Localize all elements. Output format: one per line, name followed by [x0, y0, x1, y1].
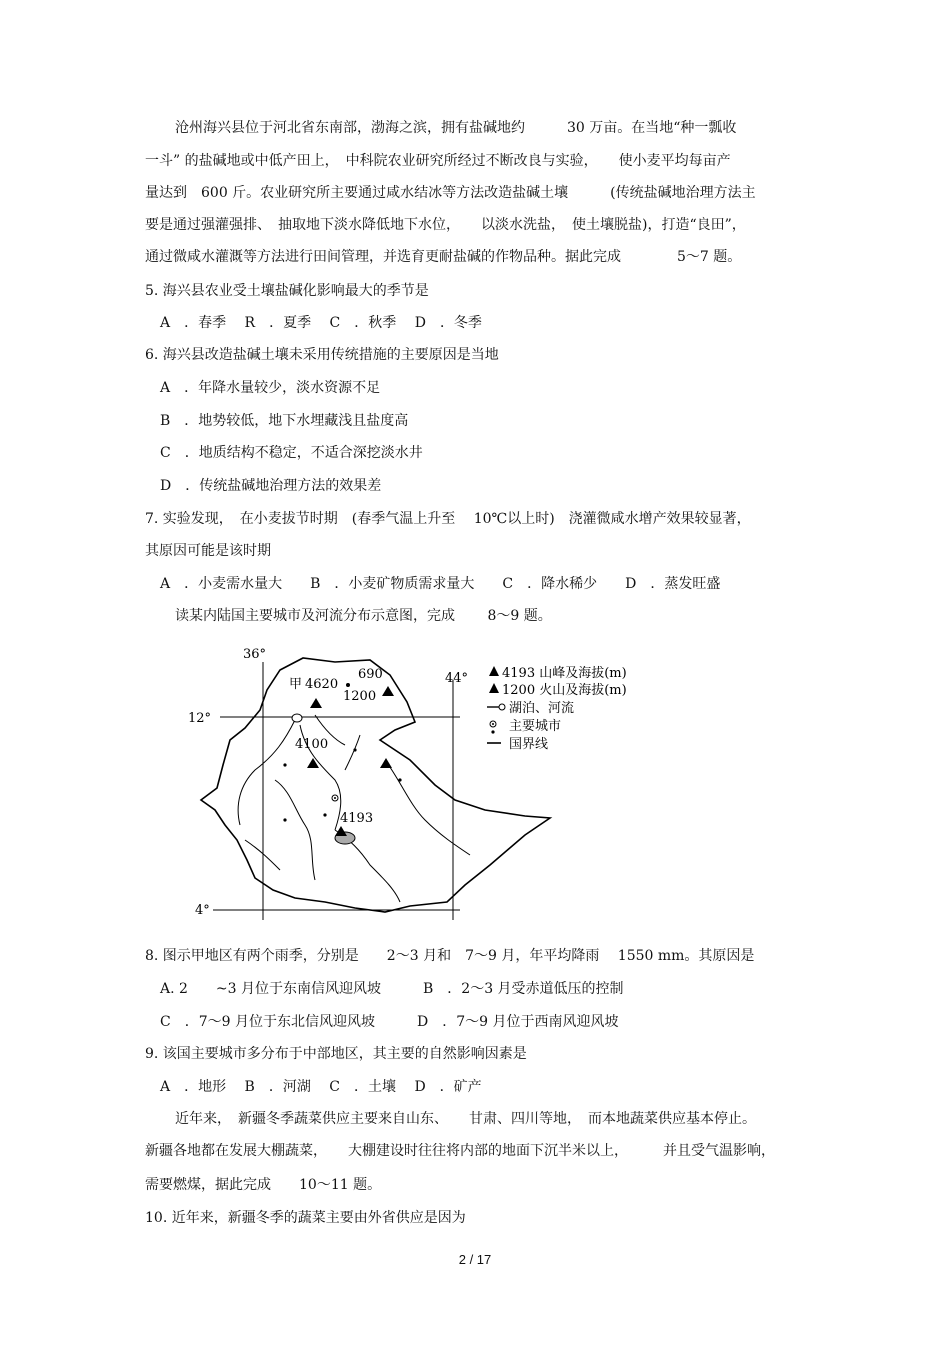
rivers	[238, 715, 470, 902]
question-7-stem-1: 7. 实验发现， 在小麦拔节时期 (春季气温上升至 10℃以上时) 浇灌微咸水增产效果较显著，	[145, 511, 751, 527]
question-8-options-ab: A. 2 ~3 月位于东南信风迎风坡 B ．2～3 月受赤道低压的控制	[160, 981, 624, 997]
peak-4620-icon	[310, 698, 322, 708]
map-legend	[487, 665, 627, 752]
question-8-stem: 8. 图示甲地区有两个雨季，分别是 2～3 月和 7～9 月，年平均降雨 1550 mm。其原因是	[145, 948, 755, 964]
passage1-line-5: 通过微咸水灌溉等方法进行田间管理，并选育更耐盐碱的作物品种。据此完成 5～7 题。	[145, 249, 742, 265]
passage2: 读某内陆国主要城市及河流分布示意图，完成 8～9 题。	[175, 608, 552, 624]
passage3-line-3: 需要燃煤，据此完成 10～11 题。	[145, 1177, 382, 1193]
question-6-option-d: D ．传统盐碱地治理方法的效果差	[160, 478, 382, 494]
question-5-options: A ．春季 R ．夏季 C ．秋季 D ．冬季	[160, 315, 482, 331]
question-6-stem: 6. 海兴县改造盐碱土壤未采用传统措施的主要原因是当地	[145, 347, 499, 363]
lake-tana	[292, 714, 302, 722]
volcano-1200-icon	[382, 686, 394, 696]
question-9-stem: 9. 该国主要城市多分布于中部地区，其主要的自然影响因素是	[145, 1046, 527, 1062]
label-peak-4193: 4193	[340, 811, 374, 826]
passage1-line-4: 要是通过强灌强排、 抽取地下淡水降低地下水位， 以淡水洗盐， 使土壤脱盐)，打造“良田”，	[145, 217, 746, 233]
peak-4100-icon	[307, 758, 319, 768]
question-6-option-a: A ．年降水量较少，淡水资源不足	[160, 380, 381, 396]
passage1-line-2: 一斗” 的盐碱地或中低产田上， 中科院农业研究所经过不断改良与实验， 使小麦平均每亩产	[145, 153, 731, 169]
volcano-east-icon	[380, 758, 392, 768]
legend-volcano: 1200 火山及海拔(m)	[502, 683, 627, 698]
label-peak-690: 690	[358, 667, 383, 682]
label-lat-12: 12°	[188, 711, 212, 726]
passage3-line-1: 近年来， 新疆冬季蔬菜供应主要来自山东、 甘肃、四川等地， 而本地蔬菜供应基本停止。	[175, 1111, 756, 1127]
question-7-options: A ．小麦需水量大 B ．小麦矿物质需求量大 C ．降水稀少 D ．蒸发旺盛	[160, 576, 721, 592]
passage1-line-1: 沧州海兴县位于河北省东南部，渤海之滨，拥有盐碱地约 30 万亩。在当地“种一瓢收	[175, 120, 737, 136]
city-icon	[346, 683, 350, 687]
label-lat-4: 4°	[195, 903, 210, 918]
question-8-options-cd: C ．7～9 月位于东北信风迎风坡 D ．7～9 月位于西南风迎风坡	[160, 1014, 619, 1030]
city-icon	[283, 763, 286, 766]
passage3-line-2: 新疆各地都在发展大棚蔬菜， 大棚建设时往往将内部的地面下沉半米以上， 并且受气温影响，	[145, 1143, 775, 1159]
question-10-stem: 10. 近年来，新疆冬季的蔬菜主要由外省供应是因为	[145, 1210, 466, 1226]
passage1-line-3: 量达到 600 斤。农业研究所主要通过咸水结冰等方法改造盐碱土壤 (传统盐碱地治理方法主	[145, 185, 756, 201]
legend-peak: 4193 山峰及海拔(m)	[502, 666, 627, 681]
city-icon	[353, 748, 356, 751]
question-7-stem-2: 其原因可能是该时期	[145, 543, 271, 559]
legend-volcano-icon	[489, 683, 499, 693]
label-volcano-1200: 1200	[343, 689, 377, 704]
city-icon	[283, 818, 286, 821]
label-peak-4100: 4100	[295, 737, 329, 752]
label-peak-4620: 4620	[305, 677, 339, 692]
question-6-option-b: B ．地势较低，地下水埋藏浅且盐度高	[160, 413, 409, 429]
city-icon	[398, 778, 401, 781]
label-jia: 甲	[289, 677, 303, 692]
legend-lake-river: 湖泊、河流	[509, 701, 575, 716]
legend-border: 国界线	[509, 737, 549, 752]
label-lon-44: 44°	[445, 671, 469, 686]
page-number: 2 / 17	[458, 1252, 492, 1267]
question-9-options: A ．地形 B ．河湖 C ．土壤 D ．矿产	[160, 1079, 482, 1095]
question-6-option-c: C ．地质结构不稳定，不适合深挖淡水井	[160, 445, 423, 461]
label-lon-36: 36°	[243, 647, 267, 662]
legend-city: 主要城市	[509, 719, 562, 734]
legend-peak-icon	[489, 666, 499, 676]
country-map-figure	[185, 640, 675, 925]
city-icon	[323, 813, 326, 816]
question-5-stem: 5. 海兴县农业受土壤盐碱化影响最大的季节是	[145, 283, 429, 299]
